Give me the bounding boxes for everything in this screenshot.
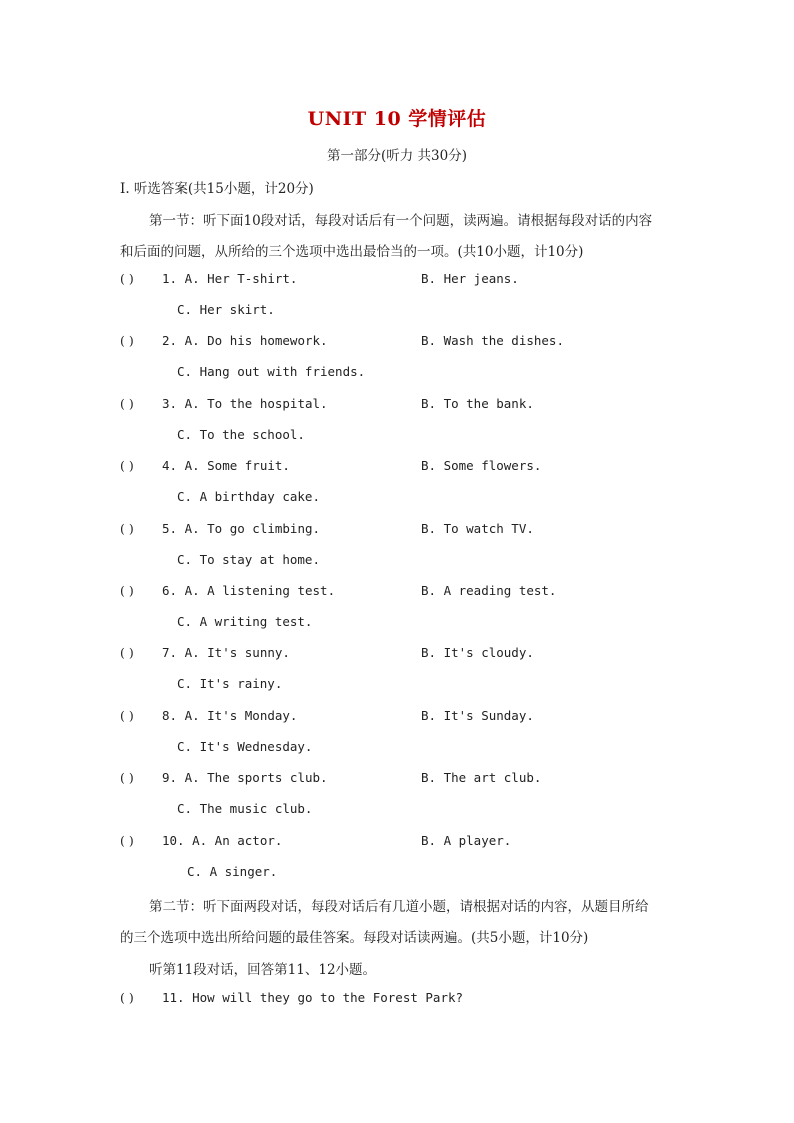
- dialog-note: 听第11段对话，回答第11、12小题。: [149, 962, 377, 978]
- option-b: B. The art club.: [421, 770, 542, 785]
- option-c: C. Her skirt.: [177, 302, 275, 317]
- option-b: B. It's cloudy.: [421, 645, 534, 660]
- section2-instructions-line2: 的三个选项中选出所给问题的最佳答案。每段对话读两遍。(共5小题，计10分): [120, 930, 589, 946]
- option-a: 3. A. To the hospital.: [162, 396, 328, 411]
- option-c: C. To stay at home.: [177, 552, 320, 567]
- question-11-stem: 11. How will they go to the Forest Park?: [162, 990, 464, 1005]
- section-heading: Ⅰ. 听选答案(共15小题，计20分): [120, 181, 314, 197]
- part-heading: 第一部分(听力 共30分): [326, 148, 467, 164]
- option-c: C. Hang out with friends.: [177, 364, 366, 379]
- option-b: B. A player.: [421, 833, 512, 848]
- answer-blank[interactable]: ( ): [120, 645, 134, 660]
- section2-instructions-line1: 第二节：听下面两段对话，每段对话后有几道小题，请根据对话的内容，从题目所给: [149, 899, 649, 915]
- answer-blank[interactable]: ( ): [120, 990, 134, 1005]
- option-a: 2. A. Do his homework.: [162, 333, 328, 348]
- answer-blank[interactable]: ( ): [120, 333, 134, 348]
- answer-blank[interactable]: ( ): [120, 458, 134, 473]
- section1-instructions-line1: 第一节：听下面10段对话，每段对话后有一个问题，读两遍。请根据每段对话的内容: [149, 213, 653, 229]
- answer-blank[interactable]: ( ): [120, 583, 134, 598]
- answer-blank[interactable]: ( ): [120, 708, 134, 723]
- answer-blank[interactable]: ( ): [120, 271, 134, 286]
- option-a: 7. A. It's sunny.: [162, 645, 290, 660]
- answer-blank[interactable]: ( ): [120, 770, 134, 785]
- option-b: B. Her jeans.: [421, 271, 519, 286]
- option-b: B. A reading test.: [421, 583, 557, 598]
- option-b: B. To the bank.: [421, 396, 534, 411]
- answer-blank[interactable]: ( ): [120, 833, 134, 848]
- section1-instructions-line2: 和后面的问题，从所给的三个选项中选出最恰当的一项。(共10小题，计10分): [120, 244, 584, 260]
- option-a: 5. A. To go climbing.: [162, 521, 321, 536]
- option-a: 4. A. Some fruit.: [162, 458, 290, 473]
- option-c: C. A writing test.: [177, 614, 313, 629]
- option-b: B. Some flowers.: [421, 458, 542, 473]
- option-c: C. A birthday cake.: [177, 489, 320, 504]
- option-c: C. It's Wednesday.: [177, 739, 313, 754]
- option-c: C. To the school.: [177, 427, 305, 442]
- option-b: B. Wash the dishes.: [421, 333, 564, 348]
- option-a: 9. A. The sports club.: [162, 770, 328, 785]
- option-c: C. A singer.: [187, 864, 278, 879]
- page-title: UNIT 10 学情评估: [307, 108, 487, 130]
- option-a: 1. A. Her T-shirt.: [162, 271, 298, 286]
- answer-blank[interactable]: ( ): [120, 521, 134, 536]
- option-c: C. It's rainy.: [177, 676, 283, 691]
- option-b: B. It's Sunday.: [421, 708, 534, 723]
- option-c: C. The music club.: [177, 801, 313, 816]
- option-a: 10. A. An actor.: [162, 833, 283, 848]
- option-a: 6. A. A listening test.: [162, 583, 336, 598]
- option-a: 8. A. It's Monday.: [162, 708, 298, 723]
- answer-blank[interactable]: ( ): [120, 396, 134, 411]
- option-b: B. To watch TV.: [421, 521, 534, 536]
